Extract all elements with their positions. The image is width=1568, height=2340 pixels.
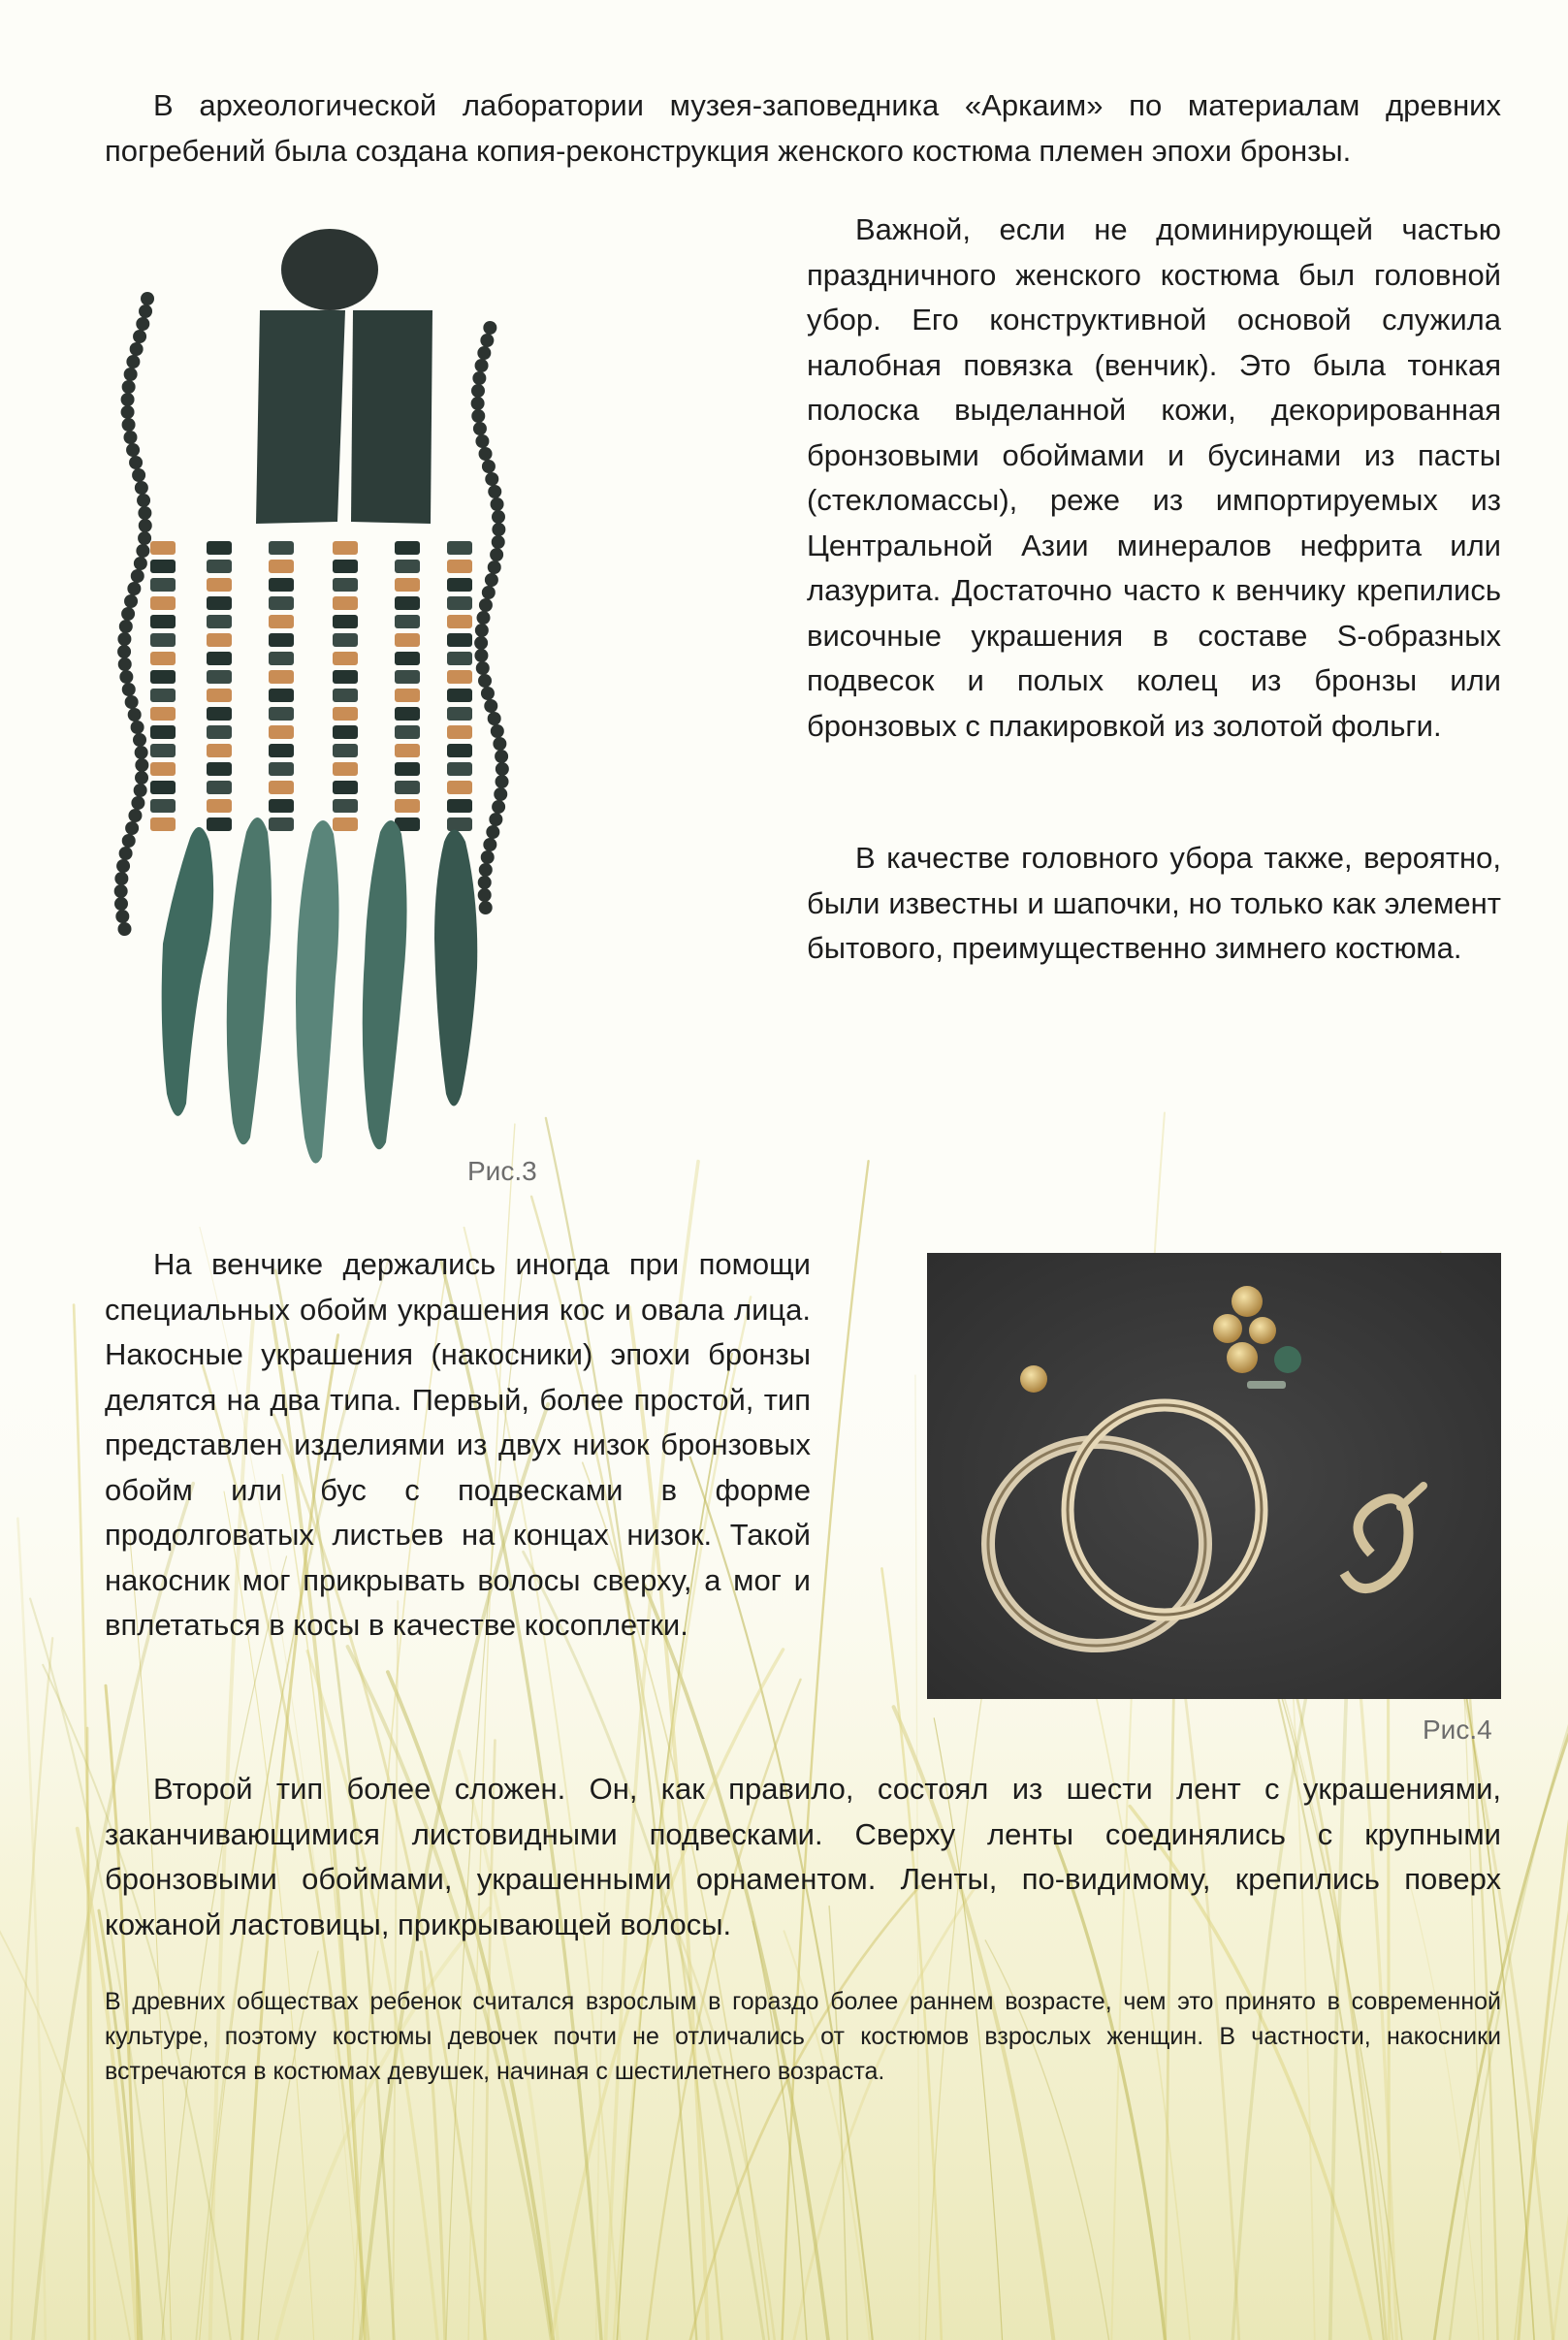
bead [117,645,131,658]
bead [477,346,491,360]
bead [493,737,506,751]
bead [479,901,493,914]
bead [114,884,128,898]
bead [471,409,485,423]
bead [269,578,294,592]
bead [150,817,176,831]
bead [150,578,176,592]
bead [333,652,358,665]
bead [333,560,358,573]
bead [122,683,136,696]
bead [333,707,358,721]
bead [333,725,358,739]
bead [478,888,492,902]
bead [478,876,492,889]
bead [486,825,499,839]
bead [207,762,232,776]
figure-3-braid-ornament [105,221,531,1171]
bead [135,758,148,772]
bead [395,670,420,684]
bead [447,689,472,702]
bead [479,863,493,877]
bead [475,434,489,448]
children-text: В древних обществах ребенок считался взрослым в гораздо более раннем возрасте, чем это принято в современной культуре, поэтому костюмы девочек почти не отличались от костюмов взрослых женщин. В частности, накосники встречаются в костюмах девушек, начиная с шестилетнего возраста. [105,1988,1501,2085]
bead [207,652,232,665]
bead [207,707,232,721]
bead [150,615,176,628]
bead [129,456,143,469]
bead [481,850,495,864]
bead [126,443,140,457]
bead [133,733,146,747]
bead [478,674,492,688]
bead [150,652,176,665]
bead [333,744,358,757]
bead [124,594,138,608]
bead [121,405,135,419]
bead [135,771,148,785]
headdress-text: Важной, если не доминирующей частью праздничного женского костюма был головной убор. Его конструктивной основой служила налобная повязка (венчик). Это была тонкая полоска выделанной кожи, декорированная бронзовыми обоймами и бусинами из пасты (стекломассы), реже из импортируемых из Центральной Азии минералов нефрита или лазурита. Достаточно часто к венчику крепились височные украшения в составе S-образных подвесок и полых колец из бронзы или бронзовых с плакировкой из золотой фольги. [807,212,1501,743]
bead [395,725,420,739]
intro-paragraph [105,83,1501,174]
bead [333,762,358,776]
bead [269,707,294,721]
bead [124,368,138,381]
bead [447,615,472,628]
bead [395,633,420,647]
bead [395,762,420,776]
bead [269,615,294,628]
bead [150,670,176,684]
bead [482,460,496,473]
intro-text: В археологической лаборатории музея-заповедника «Аркаим» по материалам древних погребений была создана копия-реконструкция женского костюма племен эпохи бронзы. [105,88,1501,168]
bead [447,725,472,739]
bead [492,523,505,536]
bead [119,847,133,860]
bead [269,781,294,794]
grass-blade [87,1728,89,2340]
bead [131,569,144,583]
bead [333,541,358,555]
bead [150,762,176,776]
bead [447,670,472,684]
bead [485,573,498,587]
bead [471,384,485,398]
bead [489,813,502,826]
bead [207,817,232,831]
bead [447,744,472,757]
figure-3-caption: Рис.3 [467,1156,537,1186]
bead [139,519,152,532]
bead [207,560,232,573]
bead [269,596,294,610]
bead [488,561,501,574]
bead [139,305,152,318]
bead [496,775,509,788]
figure-4-temple-rings [927,1253,1501,1699]
bead [447,578,472,592]
bead [150,689,176,702]
bead [207,615,232,628]
bead [395,799,420,813]
bead [117,922,131,936]
bead [125,695,139,709]
bead [127,582,141,595]
children-note [105,1984,1501,2089]
bead [395,781,420,794]
figure-4-caption: Рис.4 [1423,1715,1492,1745]
bead [447,707,472,721]
bead [130,342,144,356]
bead [496,762,509,776]
bead [488,712,501,725]
bead [485,472,498,486]
second-type-text: Второй тип более сложен. Он, как правило, состоял из шести лент с украшениями, заканчивающимися листовидными подвесками. Сверху ленты соединялись с крупными бронзовыми обоймами, украшенными орнаментом. Ленты, по-видимому, крепились поверх кожаной ластовицы, прикрывающей волосы. [105,1772,1501,1941]
bead [150,596,176,610]
bead [126,355,140,369]
bead [136,317,149,331]
bead [447,652,472,665]
bead [134,557,147,570]
bead [128,809,142,822]
bead [447,633,472,647]
bead [475,359,489,372]
bead [447,799,472,813]
second-type-paragraph [105,1767,1501,1947]
bead [491,724,504,738]
bead [131,721,144,734]
bead [133,330,146,343]
bead [123,431,137,444]
bead [476,661,490,675]
bead [150,560,176,573]
bead [150,781,176,794]
bead [207,744,232,757]
bead [118,657,132,671]
bead [207,725,232,739]
bead [150,725,176,739]
bead [395,596,420,610]
bead [269,560,294,573]
bead [395,652,420,665]
bead [122,418,136,432]
bead [333,817,358,831]
bead [447,817,472,831]
bead [122,380,136,394]
bead [333,670,358,684]
bead [477,611,491,625]
bead [333,799,358,813]
bead [490,548,503,561]
bead [150,541,176,555]
bead [115,910,129,923]
bead [269,689,294,702]
bead [269,762,294,776]
bead [119,670,133,684]
bead [333,633,358,647]
braids-paragraph [105,1242,811,1649]
bead [207,596,232,610]
bead [395,689,420,702]
bead [474,636,488,650]
bead [447,596,472,610]
bead [491,497,504,511]
bead [207,689,232,702]
bead [207,670,232,684]
bead [119,620,133,633]
bead [269,817,294,831]
bead [447,541,472,555]
braids-text: На венчике держались иногда при помощи специальных обойм украшения кос и овала лица. Накосные украшения (накосники) эпохи бронзы делятся на два типа. Первый, более простой, тип представлен изделиями из двух низок бронзовых обойм или бус с подвесками в форме продолговатых листьев на концах низок. Такой накосник мог прикрывать волосы сверху, а мог и вплетаться в косы в качестве косоплетки. [105,1247,811,1642]
bead [447,762,472,776]
bead [269,652,294,665]
bead [333,615,358,628]
bead [269,725,294,739]
bead [150,633,176,647]
caps-text: В качестве головного убора также, вероятно, были известны и шапочки, но только как элемент бытового, преимущественно зимнего костюма. [807,841,1501,965]
bead [484,699,497,713]
bead [395,541,420,555]
bead [150,707,176,721]
bead [333,781,358,794]
bead [395,744,420,757]
bead [473,422,487,435]
bead [333,596,358,610]
bead [207,633,232,647]
bead [135,481,148,495]
bead [479,598,493,612]
bead [207,541,232,555]
bead [136,544,149,558]
headdress-paragraph [807,208,1501,749]
bead [121,393,135,406]
bead [482,586,496,599]
bead [472,371,486,385]
bead [483,838,496,851]
bead [495,750,508,763]
bead [128,708,142,721]
bead [125,821,139,835]
bead [207,578,232,592]
bead [333,689,358,702]
bead [483,321,496,335]
bead [121,607,135,621]
caps-paragraph [807,836,1501,972]
bead [269,541,294,555]
bead [122,834,136,848]
bead [138,506,151,520]
bead [492,510,505,524]
bead [114,872,128,885]
bead [132,468,145,482]
bead [395,707,420,721]
bead [207,781,232,794]
bead [117,632,131,646]
bead [116,859,130,873]
bead [114,897,128,911]
bead [492,800,505,814]
bead [131,796,144,810]
bead [474,649,488,662]
bead [395,615,420,628]
bead [395,560,420,573]
bead [134,784,147,797]
bead [269,744,294,757]
bead [150,744,176,757]
bead [135,746,148,759]
bead [471,397,485,410]
bead [488,485,501,498]
bead [475,624,489,637]
bead [137,494,150,507]
bead [138,531,151,545]
bead [269,799,294,813]
bead [269,670,294,684]
bead [494,787,507,801]
bead [333,578,358,592]
bead [150,799,176,813]
bead [395,578,420,592]
bead [141,292,154,305]
bead [269,633,294,647]
bead [479,447,493,461]
bead [447,781,472,794]
bead [480,334,494,347]
bead [447,560,472,573]
bead [492,535,505,549]
bead [207,799,232,813]
bead [481,687,495,700]
